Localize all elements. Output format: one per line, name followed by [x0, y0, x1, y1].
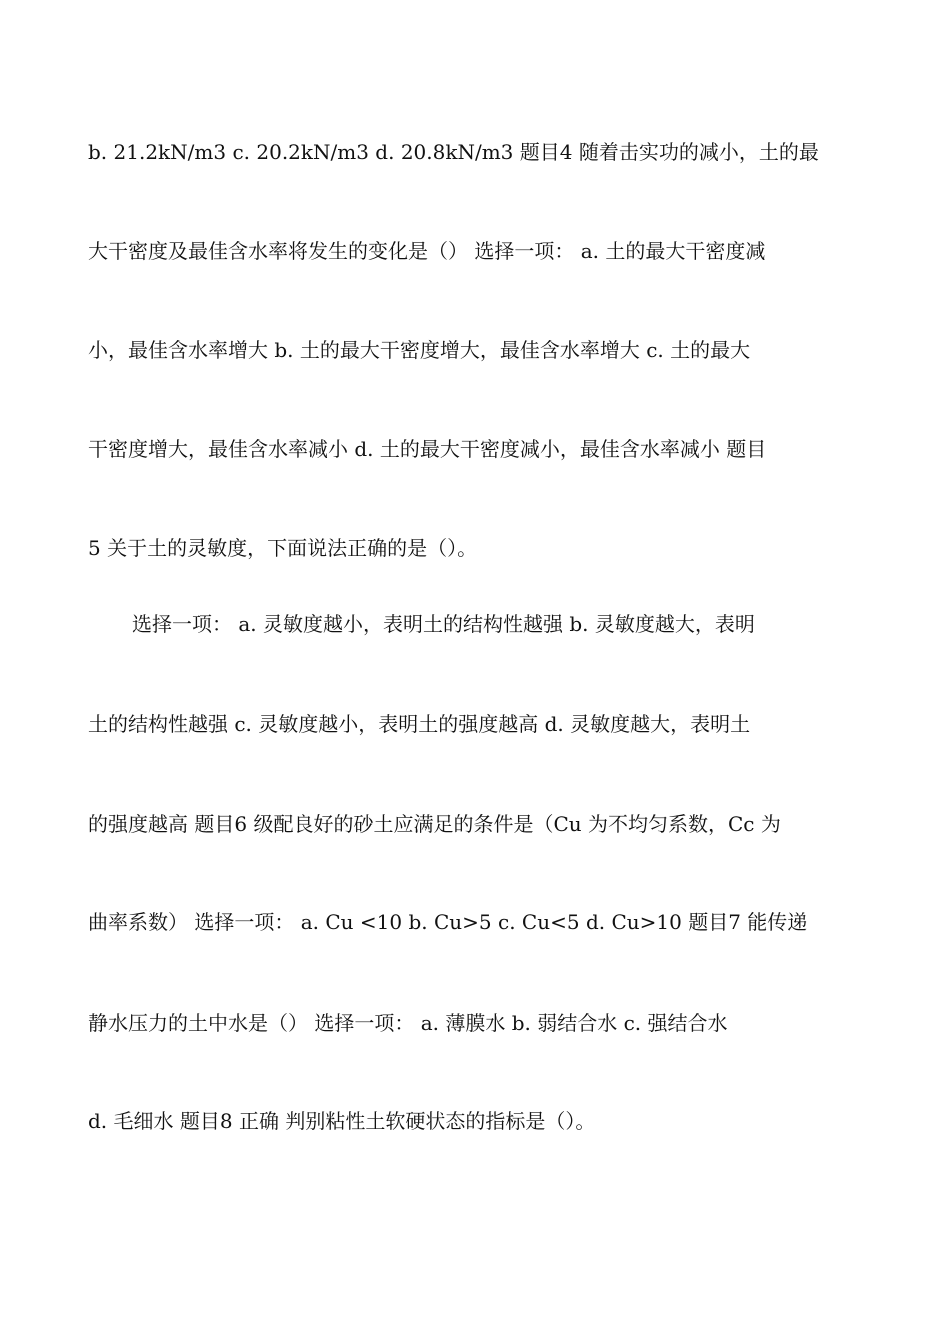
text-line: 选择一项： a. 灵敏度越小，表明土的结构性越强 b. 灵敏度越大，表明: [132, 612, 755, 636]
text-line: 的强度越高 题目6 级配良好的砂土应满足的条件是（Cu 为不均匀系数，Cc 为: [88, 812, 781, 836]
text-line: 小，最佳含水率增大 b. 土的最大干密度增大，最佳含水率增大 c. 土的最大: [88, 338, 751, 362]
text-line: 干密度增大，最佳含水率减小 d. 土的最大干密度减小，最佳含水率减小 题目: [88, 437, 767, 461]
text-line: d. 毛细水 题目8 正确 判别粘性土软硬状态的指标是（）。: [88, 1109, 596, 1133]
text-line: b. 21.2kN/m3 c. 20.2kN/m3 d. 20.8kN/m3 题目4 随着击实功的减小，土的最: [88, 140, 819, 164]
text-line: 5 关于土的灵敏度，下面说法正确的是（）。: [88, 536, 478, 560]
text-line: 静水压力的土中水是（） 选择一项： a. 薄膜水 b. 弱结合水 c. 强结合水: [88, 1011, 728, 1035]
text-line: 大干密度及最佳含水率将发生的变化是（） 选择一项： a. 土的最大干密度减: [88, 239, 766, 263]
text-line: 曲率系数） 选择一项： a. Cu <10 b. Cu>5 c. Cu<5 d. Cu>10 题目7 能传递: [88, 910, 808, 934]
text-line: 土的结构性越强 c. 灵敏度越小，表明土的强度越高 d. 灵敏度越大，表明土: [88, 712, 751, 736]
